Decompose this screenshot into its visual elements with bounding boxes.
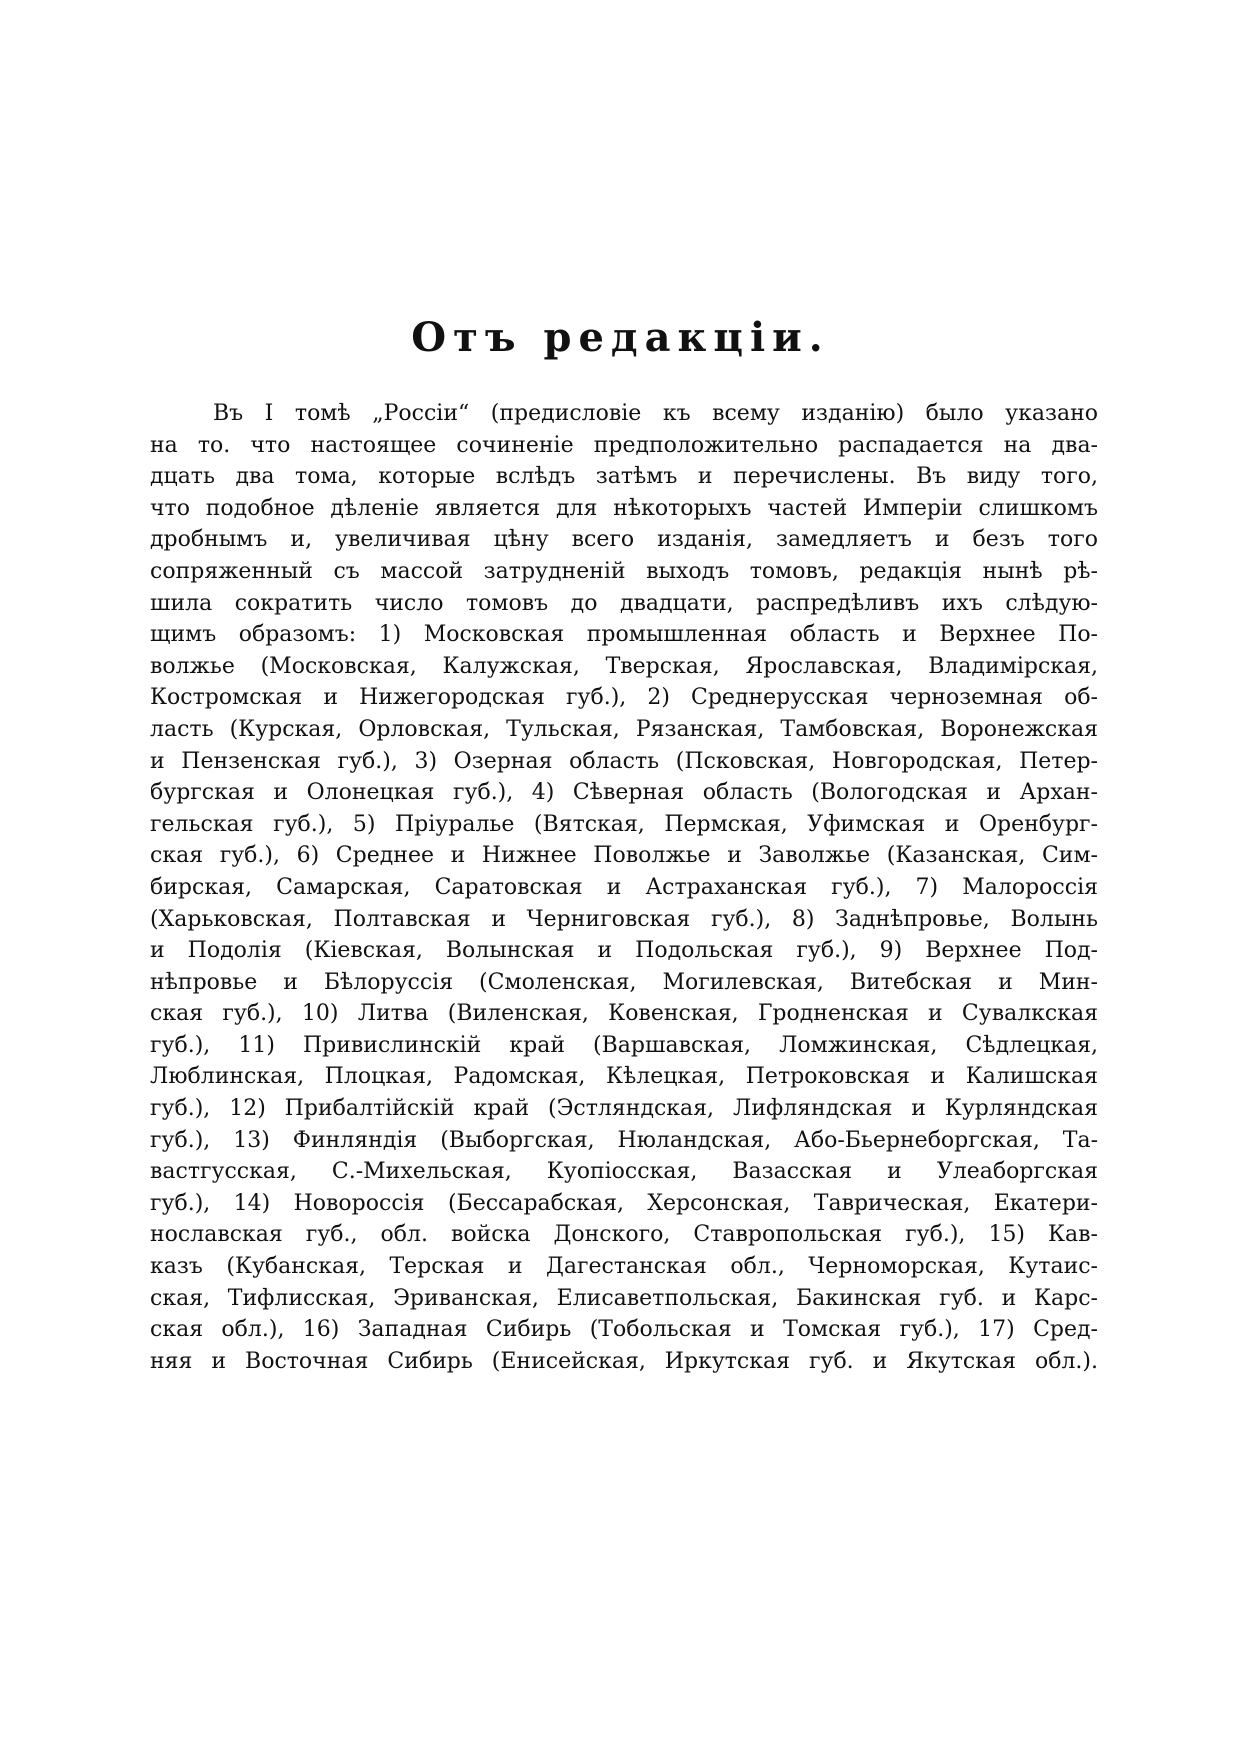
text-line: Въ I томѣ „Россіи“ (предисловіе къ всему изданію) было указано: [213, 401, 1098, 426]
text-line: гельская губ.), 5) Пріуралье (Вятская, Пермская, Уфимская и Оренбург-: [150, 811, 1098, 837]
text-line: нославская губ., обл. войска Донского, Ставропольская губ.), 15) Кав-: [150, 1222, 1098, 1248]
text-line: Люблинская, Плоцкая, Радомская, Кѣлецкая, Петроковская и Калишская: [150, 1064, 1098, 1090]
text-line: щимъ образомъ: 1) Московская промышленная область и Верхнее По-: [150, 622, 1098, 648]
text-line: нѣпровье и Бѣлоруссія (Смоленская, Могилевская, Витебская и Мин-: [150, 969, 1098, 995]
body-paragraph: [150, 398, 1098, 1377]
text-line: волжье (Московская, Калужская, Тверская, Ярославская, Владимірская,: [150, 653, 1098, 679]
text-line: бургская и Олонецкая губ.), 4) Сѣверная область (Вологодская и Архан-: [150, 780, 1098, 806]
text-line: (Харьковская, Полтавская и Черниговская губ.), 8) Заднѣпровье, Волынь: [150, 906, 1098, 932]
text-line: губ.), 13) Финляндія (Выборгская, Нюландская, Або-Бьернеборгская, Та-: [150, 1127, 1098, 1153]
text-line: сопряженный съ массой затрудненій выходъ томовъ, редакція нынѣ рѣ-: [150, 558, 1098, 584]
text-line: ласть (Курская, Орловская, Тульская, Рязанская, Тамбовская, Воронежская: [150, 716, 1098, 742]
text-line: и Пензенская губ.), 3) Озерная область (Псковская, Новгородская, Петер-: [150, 748, 1098, 774]
text-line: дробнымъ и, увеличивая цѣну всего изданія, замедляетъ и безъ того: [150, 527, 1098, 553]
text-line: на то. что настоящее сочиненіе предположительно распадается на два-: [150, 432, 1098, 458]
text-line: губ.), 12) Прибалтійскій край (Эстляндская, Лифляндская и Курляндская: [150, 1096, 1098, 1122]
text-line: ская губ.), 10) Литва (Виленская, Ковенская, Гродненская и Сувалкская: [150, 1001, 1098, 1027]
text-line: вастгусская, С.-Михельская, Куопіосская, Вазасская и Улеаборгская: [150, 1159, 1098, 1185]
text-line: бирская, Самарская, Саратовская и Астраханская губ.), 7) Малороссія: [150, 874, 1098, 900]
text-line: Костромская и Нижегородская губ.), 2) Среднерусская черноземная об-: [150, 685, 1098, 711]
text-line: ская обл.), 16) Западная Сибирь (Тобольская и Томская губ.), 17) Сред-: [150, 1317, 1098, 1343]
text-line: ская губ.), 6) Среднее и Нижнее Поволжье и Заволжье (Казанская, Сим-: [150, 843, 1098, 869]
text-line: губ.), 11) Привислинскій край (Варшавская, Ломжинская, Сѣдлецкая,: [150, 1032, 1098, 1058]
text-line: дцать два тома, которые вслѣдъ затѣмъ и перечислены. Въ виду того,: [150, 464, 1098, 490]
text-line: няя и Восточная Сибирь (Енисейская, Иркутская губ. и Якутская обл.).: [150, 1348, 1098, 1374]
page-title: Отъ редакціи.: [411, 314, 830, 361]
text-line: ская, Тифлисская, Эриванская, Елисаветпольская, Бакинская губ. и Карс-: [150, 1285, 1098, 1311]
text-line: что подобное дѣленіе является для нѣкоторыхъ частей Имперіи слишкомъ: [150, 495, 1098, 521]
text-line: губ.), 14) Новороссія (Бессарабская, Херсонская, Таврическая, Екатери-: [150, 1190, 1098, 1216]
text-line: шила сократить число томовъ до двадцати, распредѣливъ ихъ слѣдую-: [150, 590, 1098, 616]
text-line: казъ (Кубанская, Терская и Дагестанская обл., Черноморская, Кутаис-: [150, 1254, 1098, 1280]
text-line: и Подолія (Кіевская, Волынская и Подольская губ.), 9) Верхнее Под-: [150, 938, 1098, 964]
